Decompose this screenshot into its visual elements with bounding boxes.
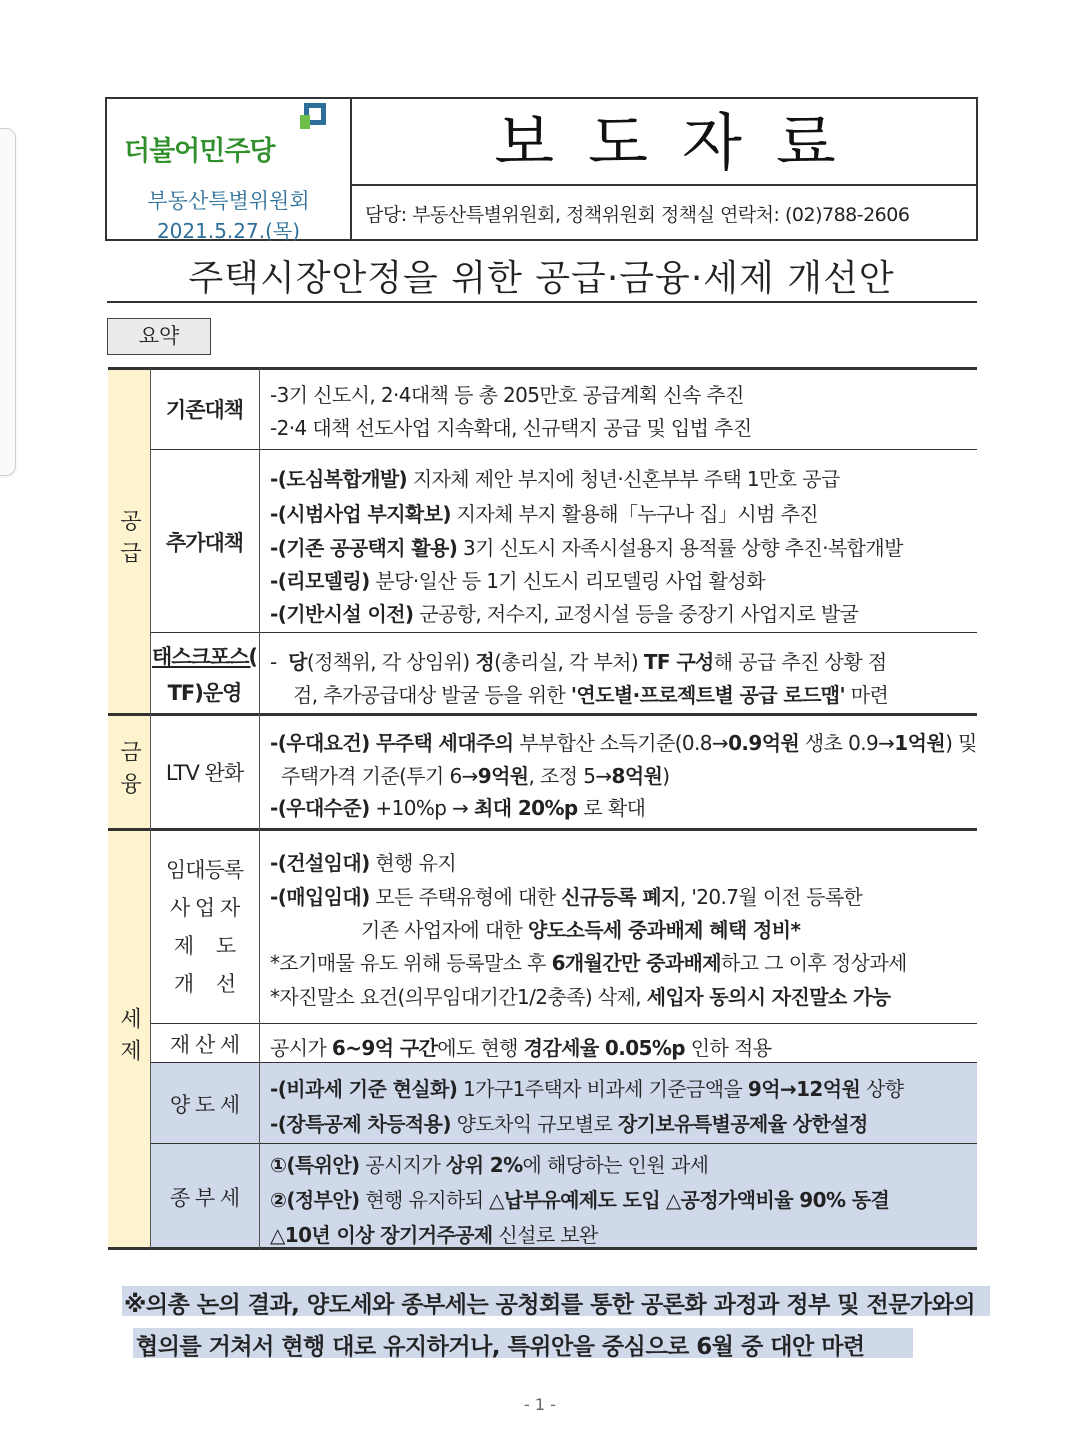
page-number: - 1 - [524,1395,556,1414]
additional-line-1: -(도심복합개발) 지자체 제안 부지에 청년·신혼부부 주택 1만호 공급 [270,467,840,491]
section-finance-label: 금융 [116,739,142,804]
row-label-tf-line1: 태스크포스( [151,644,258,669]
existing-line-1: -3기 신도시, 2·4대책 등 총 205만호 공급계획 신속 추진 [270,383,744,407]
section-tax-label: 세제 [116,1007,142,1071]
committee-name: 부동산특별위원회 [147,189,310,213]
table-bottom-border [108,1247,977,1250]
note-line-2: 협의를 거쳐서 현행 대로 유지하거나, 특위안을 중심으로 6월 중 대안 마련 [136,1334,865,1360]
row-label-comprehensive: 종 부 세 [169,1185,240,1210]
row-label-rental [150,829,259,1024]
row-label-rental-1: 임대등록 [165,857,244,882]
table-rule [150,1143,977,1144]
row-label-rental-3: 제 도 [173,933,236,958]
additional-line-4: -(리모델링) 분당·일산 등 1기 신도시 리모델링 사업 활성화 [270,569,765,593]
additional-line-2: -(시범사업 부지확보) 지자체 부지 활용해「누구나 집」시범 추진 [270,502,819,526]
section-finance [108,714,150,829]
rental-line-3: 기존 사업자에 대한 양도소득세 중과배제 혜택 정비* [361,918,801,942]
comprehensive-line-2: ②(정부안) 현행 유지하되 △납부유예제도 도입 △공정가액비율 90% 동결 [270,1188,890,1212]
existing-line-2: -2·4 대책 선도사업 지속확대, 신규택지 공급 및 입법 추진 [270,416,752,440]
table-section-border [108,713,977,716]
additional-line-5: -(기반시설 이전) 군공항, 저수지, 교정시설 등을 중장기 사업지로 발굴 [270,602,859,626]
table-section-border [108,828,977,831]
section-supply [108,368,150,714]
row-property-content [259,1024,977,1063]
row-tf-content [259,633,977,714]
table-rule [150,449,977,450]
rental-line-5: *자진말소 요건(의무임대기간1/2충족) 삭제, 세입자 동의시 자진말소 가능 [270,985,891,1009]
rental-line-1: -(건설임대) 현행 유지 [270,851,457,875]
row-label-property: 재 산 세 [169,1032,240,1057]
side-scroll-tab[interactable] [0,128,16,476]
rental-line-2: -(매입임대) 모든 주택유형에 대한 신규등록 폐지, '20.7월 이전 등록한 [270,885,863,909]
row-ltv-content [259,714,977,829]
transfer-line-2: -(장특공제 차등적용) 양도차익 규모별로 장기보유특별공제율 상한설정 [270,1112,868,1136]
tf-line-2: 검, 추가공급대상 발굴 등을 위한 '연도별·프로젝트별 공급 로드맵' 마련 [293,683,889,707]
table-column-rule [150,368,151,1249]
table-rule [150,1023,977,1024]
additional-line-3: -(기존 공공택지 활용) 3기 신도시 자족시설용지 용적률 상향 추진·복합개발 [270,536,903,560]
party-logo-text: 더불어민주당 [124,136,275,167]
comprehensive-line-3: △10년 이상 장기거주공제 신설로 보완 [270,1223,598,1247]
ltv-line-1: -(우대요건) 무주택 세대주의 부부합산 소득기준(0.8→0.9억원 생초 0.9→1억원) 및 [270,731,977,755]
row-rental-content [259,829,977,1024]
row-transfer-content [259,1063,977,1144]
row-label-existing: 기존대책 [165,398,244,422]
header-left-panel [107,99,352,243]
rental-line-4: *조기매물 유도 위해 등록말소 후 6개월간만 중과배제하고 그 이후 정상과세 [270,951,907,975]
property-line-1: 공시가 6~9억 구간에도 현행 경감세율 0.05%p 인하 적용 [270,1036,772,1060]
ltv-line-3: -(우대수준) +10%p → 최대 20%p 로 확대 [270,796,646,820]
row-label-additional: 추가대책 [165,530,244,555]
table-rule [150,1062,977,1063]
comprehensive-line-1: ①(특위안) 공시지가 상위 2%에 해당하는 인원 과세 [270,1153,709,1177]
contact-info: 담당: 부동산특별위원회, 정책위원회 정책실 연락처: (02)788-2606 [365,204,910,226]
row-comprehensive-content [259,1144,977,1249]
title-divider [107,301,977,303]
table-rule [150,632,977,633]
press-header [105,97,978,241]
summary-label: 요약 [107,318,211,355]
row-label-rental-4: 개 선 [173,971,236,996]
row-additional-content [259,450,977,633]
row-label-ltv: LTV 완화 [165,760,244,785]
press-release-title: 보도자료 [352,99,978,186]
tf-line-1: - 당(정책위, 각 상임위) 정(총리실, 각 부처) TF 구성해 공급 추진 상황 점 [270,650,887,674]
section-supply-label: 공급 [116,509,142,573]
note-line-1: ※의총 논의 결과, 양도세와 종부세는 공청회를 통한 공론화 과정과 정부 및 전문가와의 [124,1292,976,1318]
ltv-line-2: 주택가격 기준(투기 6→9억원, 조정 5→8억원) [281,764,670,788]
row-label-rental-2: 사 업 자 [169,895,240,920]
section-tax [108,829,150,1249]
release-date: 2021.5.27.(목) [156,219,301,243]
row-label-tf [150,633,259,714]
row-existing-content [259,368,977,450]
party-logo-icon [300,101,328,131]
row-label-transfer: 양 도 세 [169,1092,240,1117]
document-title: 주택시장안정을 위한 공급·금융·세제 개선안 [188,258,895,299]
transfer-line-1: -(비과세 기준 현실화) 1가구1주택자 비과세 기준금액을 9억→12억원 상향 [270,1077,904,1101]
table-column-rule [259,368,260,1249]
row-label-tf-line2: TF)운영 [167,680,242,705]
table-top-border [108,367,977,370]
